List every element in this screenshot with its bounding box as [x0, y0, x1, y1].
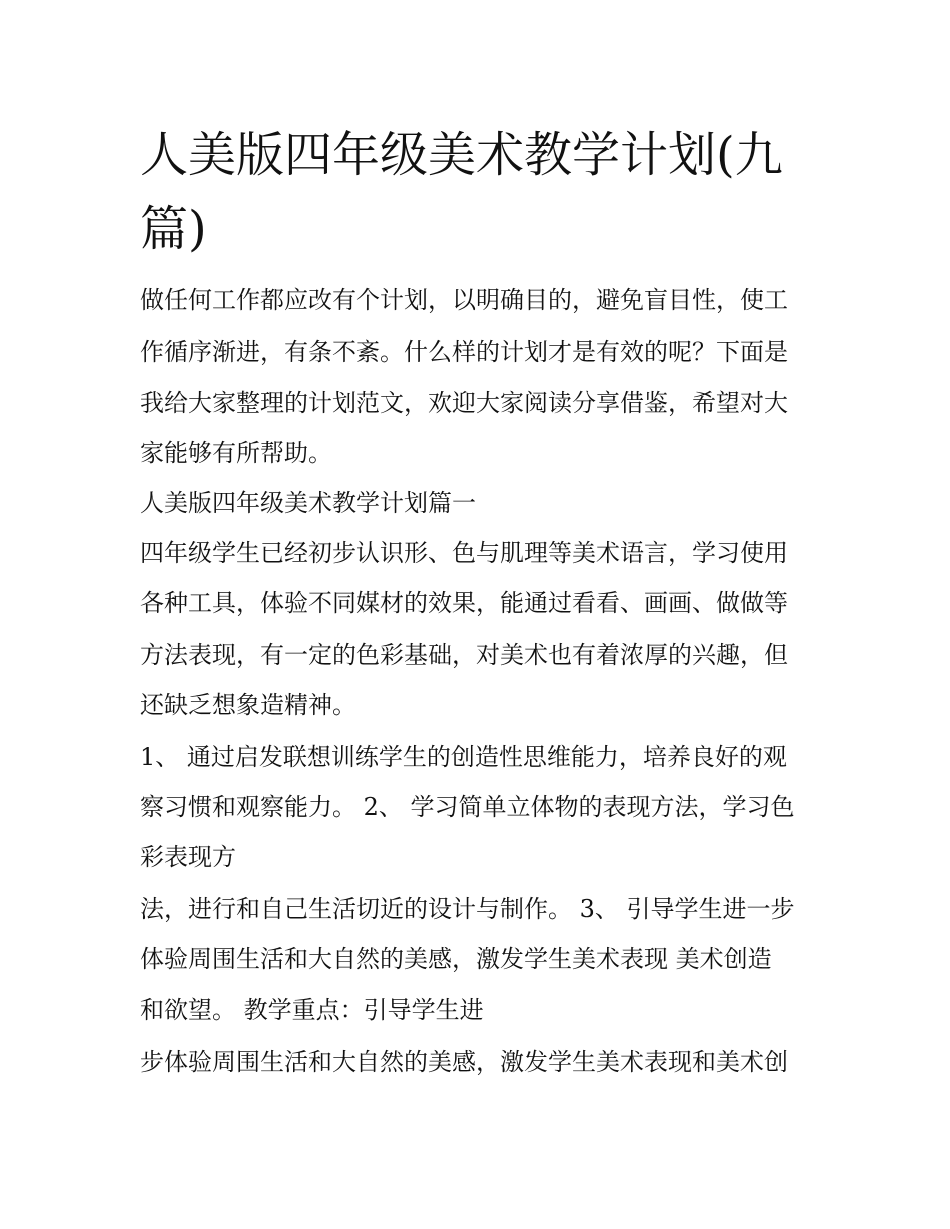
- text-line: 和欲望。 教学重点：引导学生进: [140, 996, 484, 1024]
- text-line: 作循序渐进，有条不紊。什么样的计划才是有效的呢？下面是: [140, 338, 788, 366]
- text-line: 我给大家整理的计划范文，欢迎大家阅读分享借鉴，希望对大: [140, 389, 788, 417]
- text-line: 做任何工作都应改有个计划，以明确目的，避免盲目性，使工: [140, 286, 788, 314]
- section-heading: 人美版四年级美术教学计划篇一: [140, 489, 476, 517]
- text-line: 还缺乏想象造精神。: [140, 691, 356, 719]
- text-line: 1、 通过启发联想训练学生的创造性思维能力，培养良好的观: [140, 743, 787, 771]
- text-line: 方法表现，有一定的色彩基础，对美术也有着浓厚的兴趣，但: [140, 641, 788, 669]
- text-line: 体验周围生活和大自然的美感，激发学生美术表现 美术创造: [140, 945, 772, 973]
- text-line: 四年级学生已经初步认识形、色与肌理等美术语言，学习使用: [140, 539, 788, 567]
- text-line: 法，进行和自己生活切近的设计与制作。 3、 引导学生进一步: [140, 895, 795, 923]
- text-line: 彩表现方: [140, 843, 236, 871]
- text-line: 家能够有所帮助。: [140, 439, 332, 467]
- text-line: 各种工具，体验不同媒材的效果，能通过看看、画画、做做等: [140, 589, 788, 617]
- text-line: 察习惯和观察能力。 2、 学习简单立体物的表现方法，学习色: [140, 793, 795, 821]
- text-line: 步体验周围生活和大自然的美感，激发学生美术表现和美术创: [140, 1048, 788, 1076]
- page-title: 人美版四年级美术教学计划(九篇): [140, 127, 783, 257]
